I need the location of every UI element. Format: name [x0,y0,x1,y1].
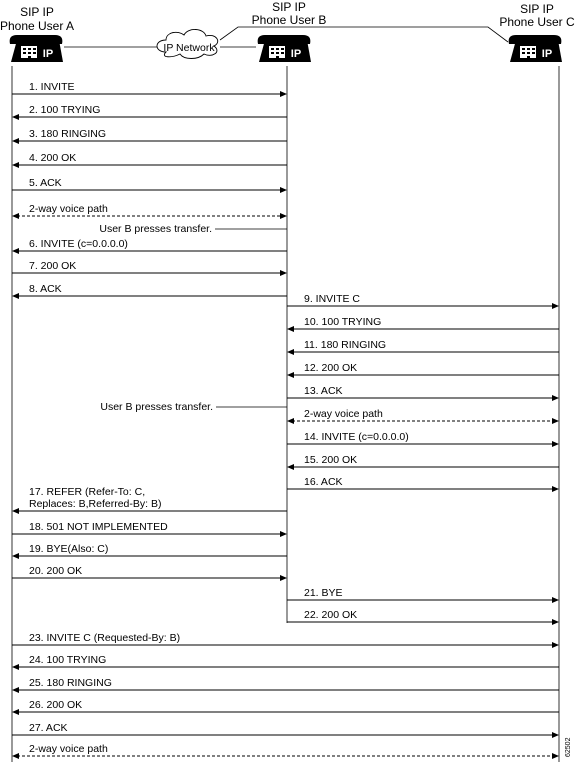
message-arrowhead [12,248,19,254]
message-arrowhead [287,349,294,355]
phone-a-icon [10,35,63,62]
message-label: 3. 180 RINGING [29,128,107,140]
message-label: 9. INVITE C [304,293,361,305]
message-arrowhead [552,642,559,648]
message-label: 11. 180 RINGING [304,339,387,351]
message-arrowhead [552,732,559,738]
message-label: 5. ACK [29,177,62,189]
message-arrowhead [287,372,294,378]
ip-network-cloud-icon [157,29,218,58]
message-label: 14. INVITE (c=0.0.0.0) [304,431,409,443]
message-arrowhead [12,508,19,514]
message-label: 4. 200 OK [29,152,77,164]
message-label: 21. BYE [304,587,343,599]
message-arrowhead [12,213,19,219]
message-arrowhead [12,162,19,168]
message-arrowhead [552,486,559,492]
participant-a-title: SIP IP [20,5,54,19]
message-label: 27. ACK [29,722,68,734]
message-label: 8. ACK [29,283,62,295]
phone-c-label: IP [541,48,553,60]
message-arrowhead [12,753,19,759]
message-label: 19. BYE(Also: C) [29,543,109,555]
message-arrowhead [280,270,287,276]
message-label: 26. 200 OK [29,699,83,711]
message-arrowhead [552,753,559,759]
message-label: 24. 100 TRYING [29,654,107,666]
message-label: Replaces: B,Referred-By: B) [29,498,162,510]
message-arrowhead [552,441,559,447]
message-arrowhead [12,138,19,144]
message-arrowhead [12,687,19,693]
message-arrowhead [552,418,559,424]
message-label: 20. 200 OK [29,565,83,577]
message-arrowhead [552,395,559,401]
message-label: 17. REFER (Refer-To: C, [29,486,146,498]
participant-c-subtitle: Phone User C [499,15,575,29]
network-label: IP Network [163,42,215,54]
message-label: 12. 200 OK [304,362,358,374]
participant-a-subtitle: Phone User A [0,19,75,33]
participant-b-subtitle: Phone User B [251,13,327,27]
transfer-note-2: User B presses transfer. [100,401,213,413]
message-label: 16. ACK [304,476,343,488]
transfer-note-1: User B presses transfer. [99,223,212,235]
message-arrowhead [280,187,287,193]
message-arrowhead [280,531,287,537]
message-arrowhead [12,664,19,670]
message-label: 23. INVITE C (Requested-By: B) [29,632,181,644]
message-arrowhead [12,293,19,299]
message-arrowhead [280,213,287,219]
message-arrowhead [280,91,287,97]
phone-b-icon [258,35,311,62]
message-arrowhead [12,553,19,559]
message-arrowhead [12,114,19,120]
message-label: 1. INVITE [29,81,75,93]
message-layer [12,81,559,759]
message-label: 10. 100 TRYING [304,316,382,328]
message-label: 7. 200 OK [29,260,77,272]
message-label: 22. 200 OK [304,609,358,621]
message-arrowhead [280,575,287,581]
message-label: 2-way voice path [304,408,383,420]
phone-b-label: IP [290,48,302,60]
message-arrowhead [552,619,559,625]
phone-c-icon [509,35,562,62]
message-arrowhead [287,326,294,332]
message-label: 2-way voice path [29,203,108,215]
message-arrowhead [287,464,294,470]
message-label: 6. INVITE (c=0.0.0.0) [29,238,128,250]
message-label: 2-way voice path [29,743,108,755]
message-arrowhead [287,418,294,424]
phone-a-label: IP [42,48,54,60]
message-label: 18. 501 NOT IMPLEMENTED [29,521,168,533]
figure-id: 62502 [565,737,572,757]
message-arrowhead [552,597,559,603]
message-label: 13. ACK [304,385,343,397]
message-label: 2. 100 TRYING [29,104,101,116]
participant-b-title: SIP IP [272,0,306,14]
message-label: 15. 200 OK [304,454,358,466]
message-label: 25. 180 RINGING [29,677,112,689]
message-arrowhead [12,709,19,715]
participant-c-title: SIP IP [520,2,554,16]
message-arrowhead [552,303,559,309]
